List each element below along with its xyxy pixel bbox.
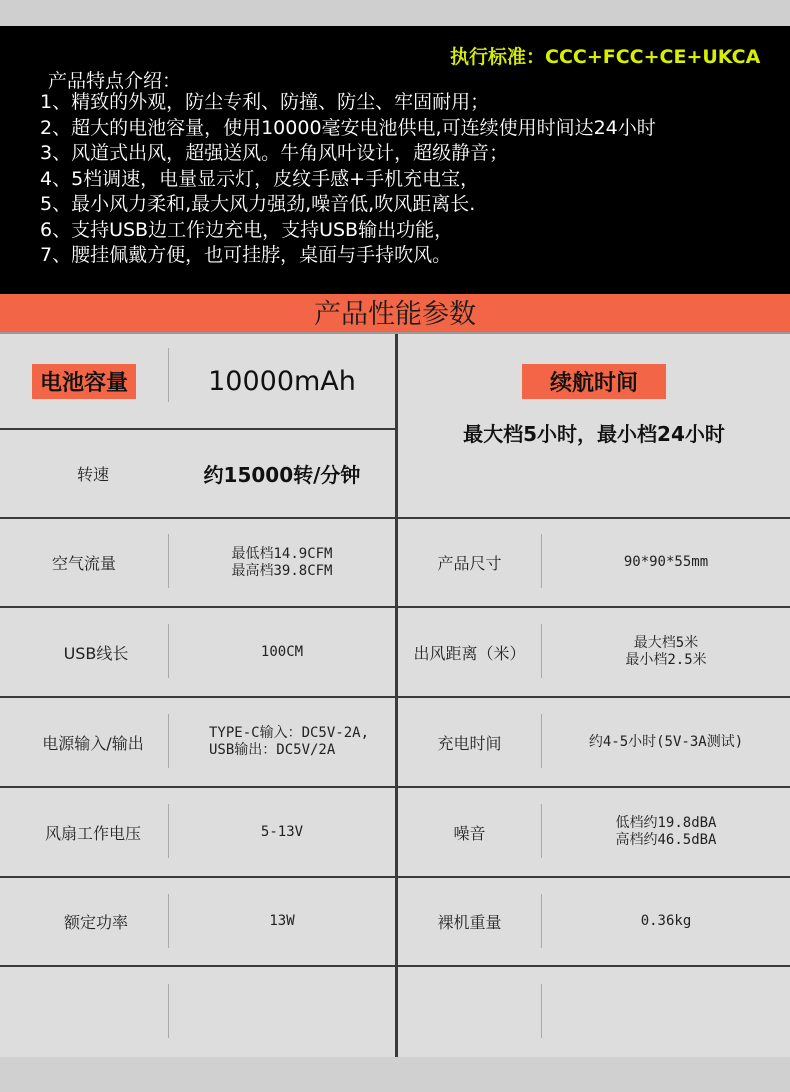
features-title: 产品特点介绍： bbox=[48, 70, 182, 92]
size-value: 90*90*55mm bbox=[623, 554, 709, 570]
power-io-label: 电源输入/输出 bbox=[42, 733, 144, 753]
column-separator bbox=[168, 984, 169, 1038]
endurance-value: 最大档5小时，最小档24小时 bbox=[463, 421, 725, 446]
fan-voltage-value: 5-13V bbox=[260, 823, 304, 840]
power-io-value: TYPE-C输入：DC5V-2A, USB输出：DC5V/2A bbox=[209, 725, 370, 758]
column-separator bbox=[541, 984, 542, 1038]
battery-value: 10000mAh bbox=[208, 365, 356, 397]
features-list bbox=[40, 90, 656, 269]
speed-value-cell bbox=[169, 430, 395, 517]
bottom-strip bbox=[0, 1057, 790, 1092]
standard-text: 执行标准：CCC+FCC+CE+UKCA bbox=[450, 46, 761, 68]
charge-time-label: 充电时间 bbox=[437, 733, 502, 753]
feature-item: 4、5档调速，电量显示灯，皮纹手感+手机充电宝， bbox=[40, 167, 480, 190]
feature-item: 6、支持USB边工作边充电，支持USB输出功能， bbox=[40, 218, 454, 241]
endurance-label: 续航时间 bbox=[522, 364, 666, 399]
battery-label: 电池容量 bbox=[32, 364, 136, 399]
usb-length-value: 100CM bbox=[260, 643, 304, 660]
feature-item: 7、腰挂佩戴方便，也可挂脖，桌面与手持吹风。 bbox=[40, 244, 452, 266]
endurance-value-cell bbox=[398, 412, 790, 452]
size-label: 产品尺寸 bbox=[437, 554, 502, 573]
charge-time-value: 约4-5小时(5V-3A测试) bbox=[588, 733, 744, 750]
noise-value: 低档约19.8dBA 高档约46.5dBA bbox=[615, 815, 717, 848]
specs-banner: 产品性能参数 bbox=[0, 294, 790, 334]
weight-value: 0.36kg bbox=[640, 913, 692, 929]
usb-length-label: USB线长 bbox=[63, 643, 129, 663]
speed-value: 约15000转/分钟 bbox=[203, 463, 361, 487]
features-panel bbox=[0, 26, 790, 294]
distance-label: 出风距离（米） bbox=[413, 643, 526, 663]
row-divider bbox=[0, 965, 790, 967]
feature-item: 3、风道式出风，超强送风。牛角风叶设计，超级静音； bbox=[40, 142, 509, 164]
weight-label: 裸机重量 bbox=[437, 913, 502, 932]
feature-item: 1、精致的外观，防尘专利、防撞、防尘、牢固耐用； bbox=[40, 91, 490, 113]
airflow-value: 最低档14.9CFM 最高档39.8CFM bbox=[231, 545, 333, 579]
feature-item: 2、超大的电池容量，使用10000毫安电池供电,可连续使用时间达24小时 bbox=[40, 116, 656, 139]
top-strip bbox=[0, 0, 790, 26]
rated-power-label: 额定功率 bbox=[63, 913, 128, 932]
battery-label-cell bbox=[0, 334, 168, 428]
feature-item: 5、最小风力柔和,最大风力强劲,噪音低,吹风距离长. bbox=[40, 193, 476, 215]
rated-power-value: 13W bbox=[269, 913, 295, 929]
battery-value-cell bbox=[169, 334, 395, 428]
endurance-label-cell bbox=[398, 360, 790, 402]
airflow-label: 空气流量 bbox=[51, 554, 116, 573]
distance-value: 最大档5米 最小档2.5米 bbox=[625, 635, 707, 668]
noise-label: 噪音 bbox=[453, 823, 486, 843]
speed-label: 转速 bbox=[76, 465, 109, 484]
fan-voltage-label: 风扇工作电压 bbox=[44, 823, 141, 843]
